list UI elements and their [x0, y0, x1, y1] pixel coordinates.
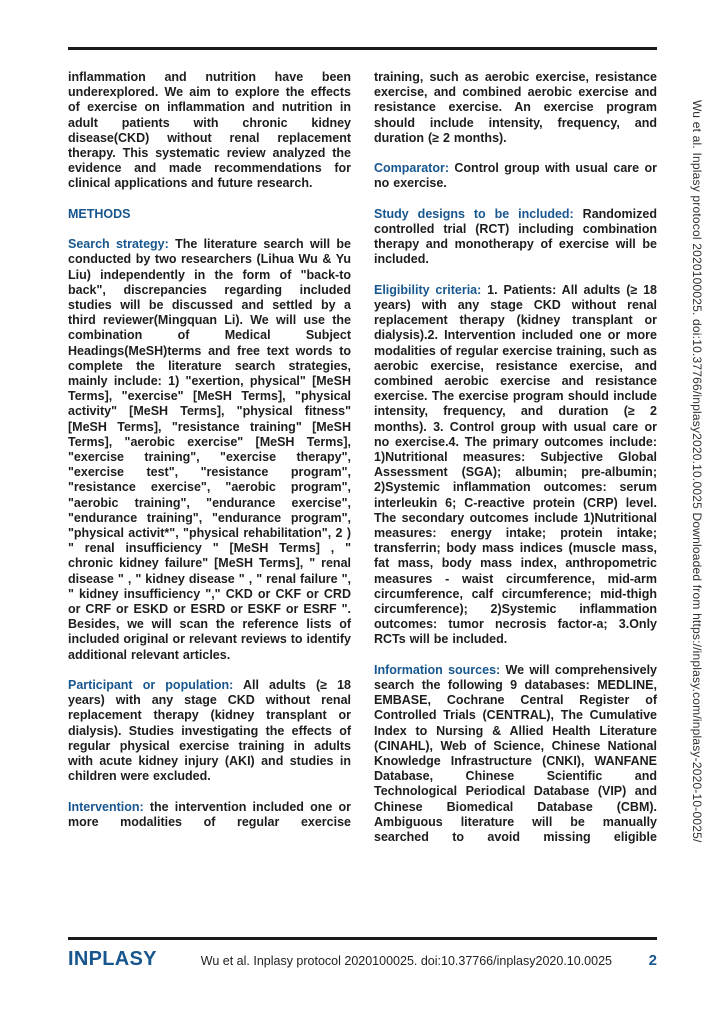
paragraph-comparator [374, 161, 657, 191]
inplasy-logo: INPLASY [68, 948, 157, 970]
section-heading-label: METHODS [68, 206, 131, 221]
section-label: Study designs to be included: [374, 206, 574, 221]
page-number: 2 [648, 952, 657, 969]
section-label: Information sources: [374, 662, 501, 677]
top-rule [68, 47, 657, 50]
right-column [374, 70, 657, 860]
paragraph-text: We will comprehensively search the following 9 databases: MEDLINE, EMBASE, Cochrane Central Register of Controlled Trials (CENTRAL), The Cumulative Index to Nursing & Allied Health Literature (CINAHL), Web of Science, Chinese National Knowledge Infrastructure (CNKI), WANFANE Database, Chinese Scientific and Technological Periodical Database (VIP) and Chinese Biomedical Database (CBM). Ambiguous literature will be manually searched to avoid missing eligible [374, 662, 657, 845]
footer-citation: Wu et al. Inplasy protocol 2020100025. doi:10.37766/inplasy2020.10.0025 [200, 954, 612, 968]
paragraph-study-designs [374, 207, 657, 268]
section-label: Eligibility criteria: [374, 282, 482, 297]
paragraph-text: inflammation and nutrition have been underexplored. We aim to explore the effects of exercise on inflammation and nutrition in adult patients with chronic kidney disease(CKD) without renal replacement therapy. This systematic review analyzed the evidence and made recommendations for clinical applications and future research. [68, 70, 351, 191]
paragraph-information-sources [374, 663, 657, 845]
paragraph-search-strategy [68, 237, 351, 663]
paragraph-eligibility [374, 283, 657, 648]
vertical-citation-text: Wu et al. Inplasy protocol 2020100025. doi:10.37766/inplasy2020.10.0025 Downloaded from https://inplasy.com/inplasy-2020-10-0025/ [690, 100, 704, 843]
section-label: Search strategy: [68, 237, 169, 252]
section-label: Participant or population: [68, 678, 234, 693]
paragraph-intervention [68, 800, 351, 830]
paragraph [68, 70, 351, 192]
paragraph-participant [68, 678, 351, 784]
footer [68, 948, 657, 971]
section-label: Intervention: [68, 799, 144, 814]
body-columns [68, 70, 657, 860]
paragraph-text: Control group with usual care or no exercise. [374, 161, 657, 191]
paragraph-text: 1. Patients: All adults (≥ 18 years) with any stage CKD without renal replacement therapy (kidney transplant or dialysis).2. Intervention included one or more modalities of regular exercise training, such as aerobic exercise, resistance exercise, and combined aerobic exercise and resistance exercise. The exercise program should include intensity, frequency, and duration (≥ 2 months). 3. Control group with usual care or no exercise.4. The primary outcomes include: 1)Nutritional measures: Subjective Global Assessment (SGA); albumin; pre-albumin; 2)Systemic inflammation outcomes: serum interleukin 6; C-reactive protein (CRP) level. The secondary outcomes include 1)Nutritional measures: energy intake; protein intake; transferrin; body mass indices (muscle mass, fat mass, body mass index, anthropometric measures - waist circumference, mid-arm circumference, calf circumference; mid-thigh circumference); 2)Systemic inflammation outcomes: tumor necrosis factor-a; 3.Only RCTs will be included. [374, 282, 657, 647]
left-column [68, 70, 351, 860]
paragraph-text: The literature search will be conducted by two researchers (Lihua Wu & Yu Liu) independently in the form of "back-to back", discrepancies regarding included studies will be discussed and settled by a third reviewer(Mingquan Li). We will use the combination of Medical Subject Headings(MeSH)terms and free text words to complete the literature search strategies, mainly include: 1) "exertion, physical" [MeSH Terms], "exercise" [MeSH Terms], "physical activity" [MeSH Terms], "physical fitness" [MeSH Terms], "resistance training" [MeSH Terms], "aerobic exercise" [MeSH Terms], "exercise training", "exercise therapy", "exercise test", "resistance program", "resistance exercise", "aerobic program", "aerobic training", "endurance exercise", "endurance training", "endurance program", "physical activit*", "physical rehabilitation", 2 ) " renal insufficiency " [MeSH Terms] , " chronic kidney failure" [MeSH Terms], " renal disease " , " kidney disease " , " renal failure ", " kidney insufficiency "," CKD or CKF or CRD or CRF or ESKD or ESRD or ESKF or ESRF ". Besides, we will scan the reference lists of included original or relevant reviews to identify additional relevant articles. [68, 237, 351, 662]
paragraph [374, 70, 657, 146]
paragraph-text: training, such as aerobic exercise, resistance exercise, and combined aerobic exercise and resistance exercise. An exercise program should include intensity, frequency, and duration (≥ 2 months). [374, 70, 657, 145]
paragraph-text: All adults (≥ 18 years) with any stage CKD without renal replacement therapy (kidney transplant or dialysis). Studies investigating the effects of regular physical exercise training in adults with acute kidney injury (AKI) and studies in children were excluded. [68, 678, 351, 784]
footer-rule [68, 937, 657, 940]
section-label: Comparator: [374, 161, 450, 176]
paragraph-text: the intervention included one or more modalities of regular exercise [68, 799, 351, 829]
paragraph-text: Randomized controlled trial (RCT) including combination therapy and monotherapy of exercise will be included. [374, 206, 657, 267]
section-heading-methods [68, 207, 351, 222]
